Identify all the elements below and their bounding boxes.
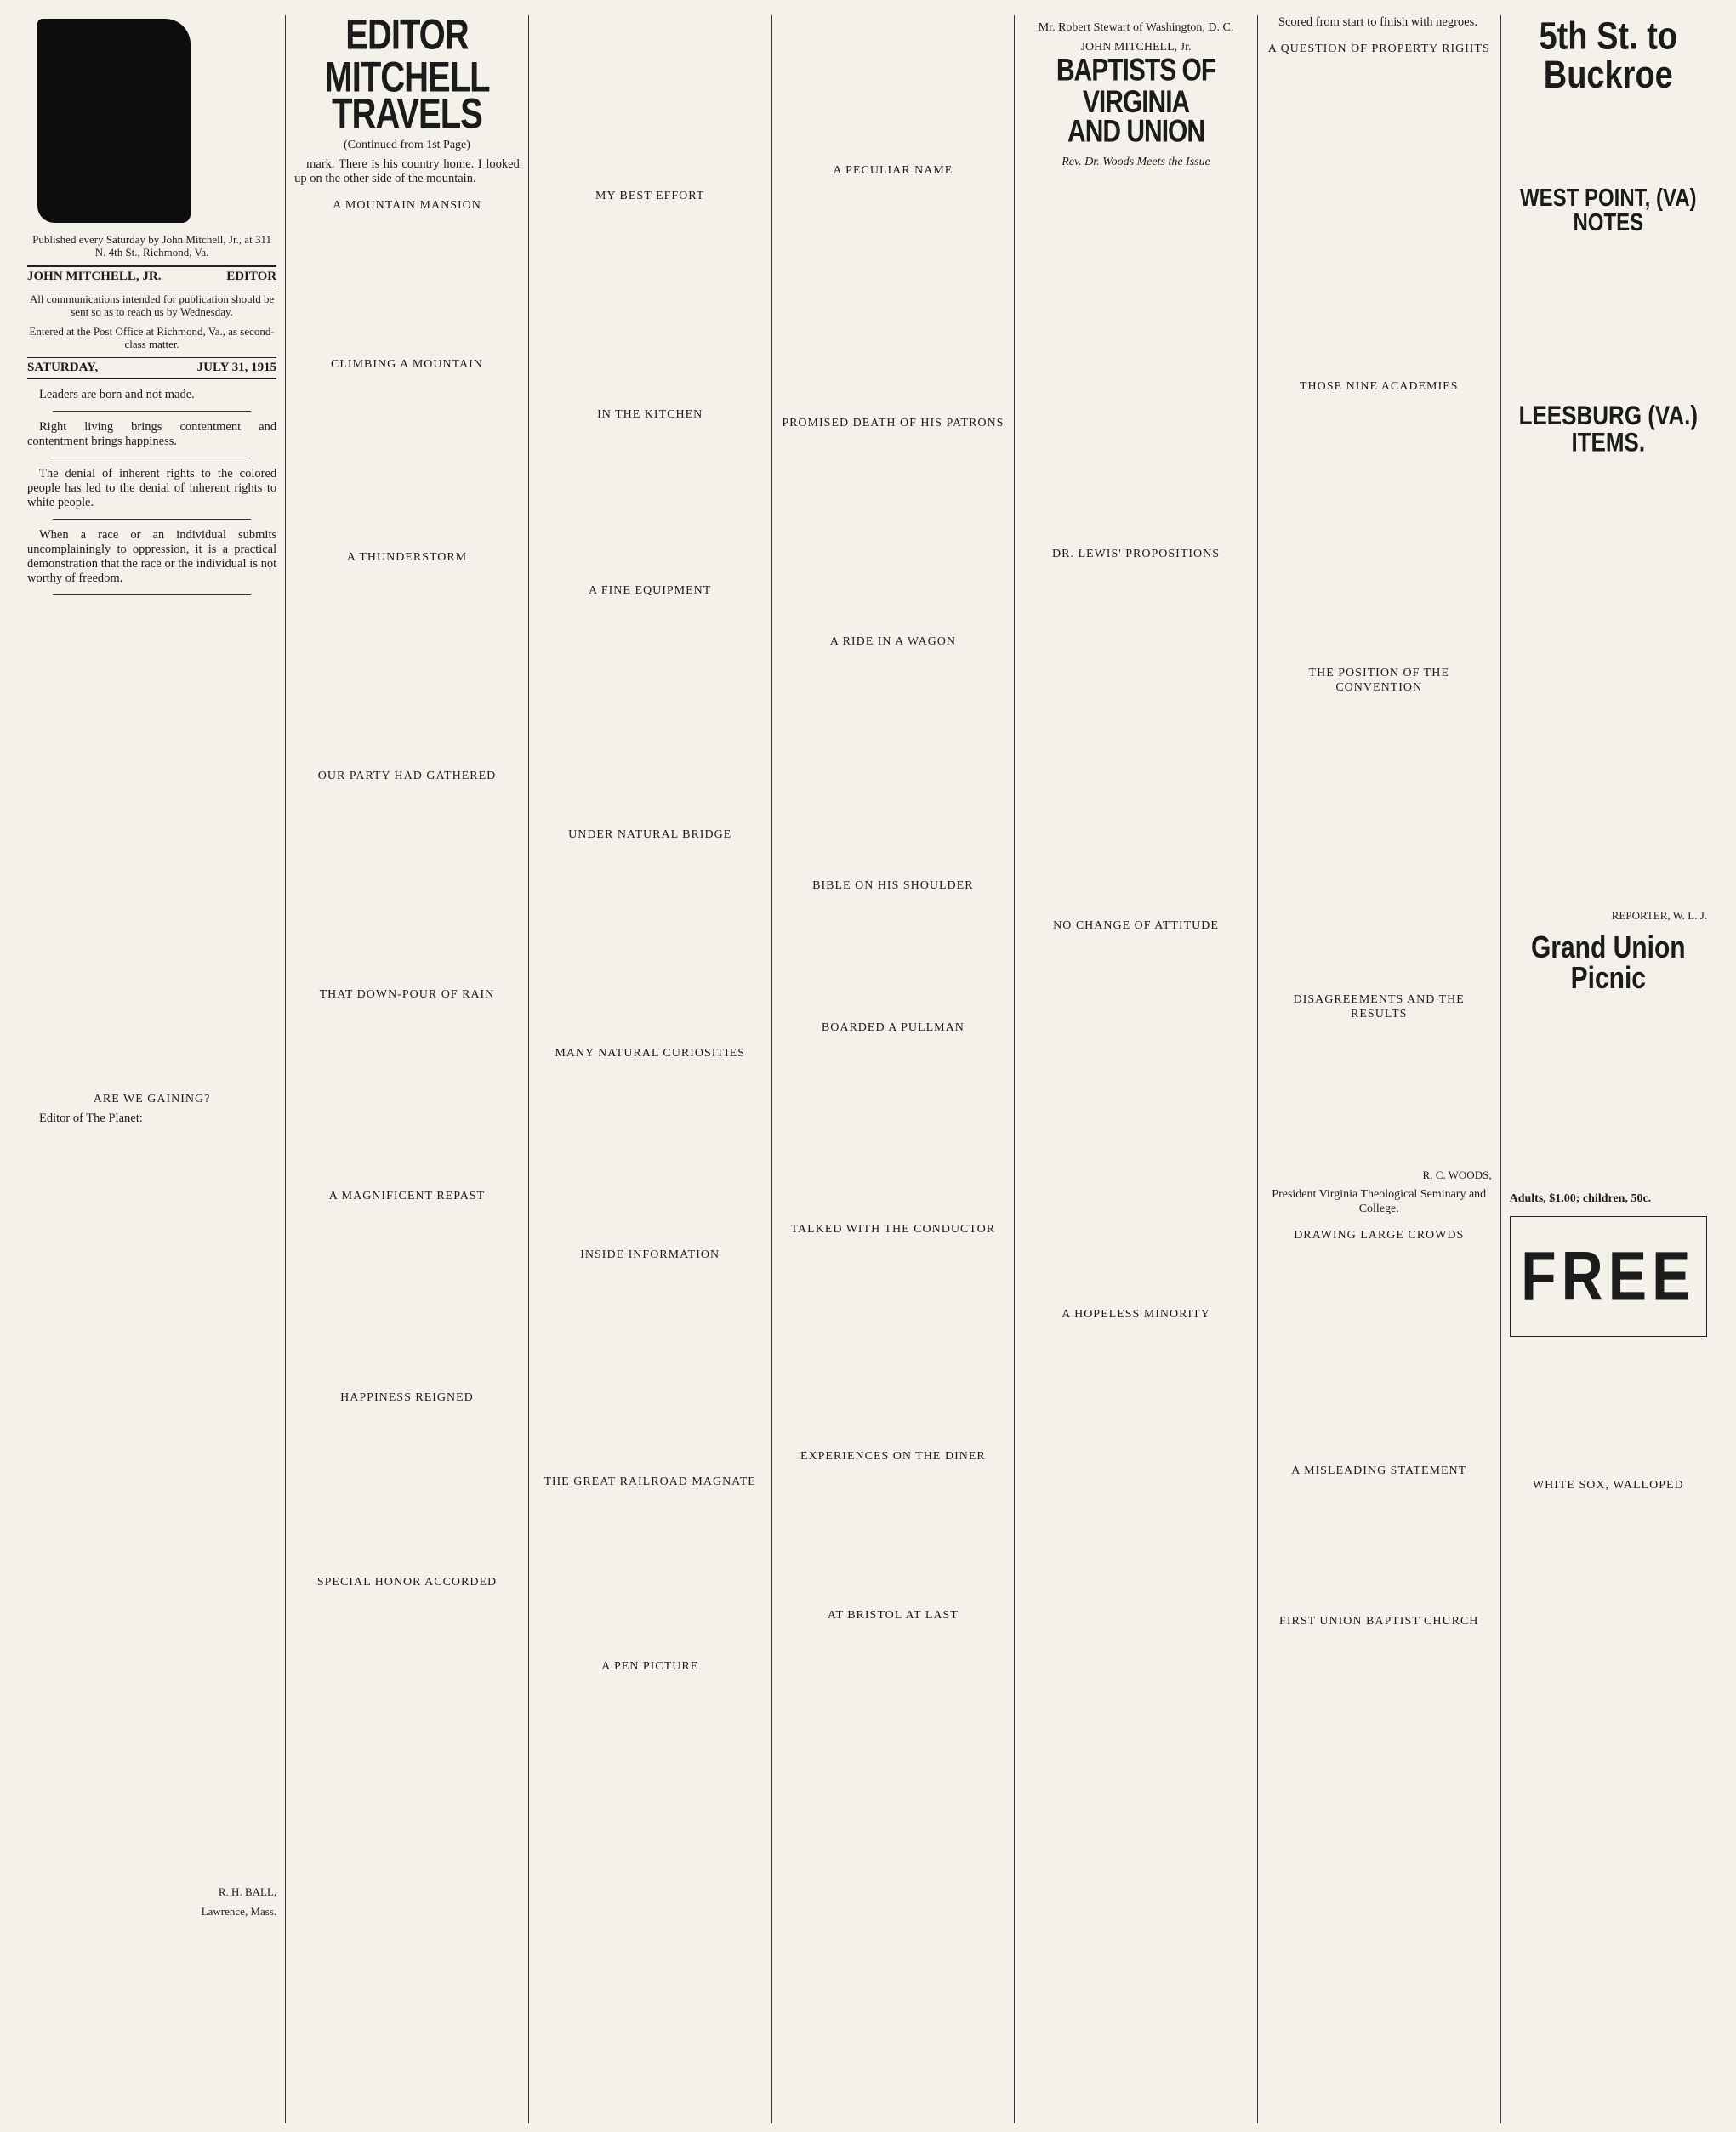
westpoint-title: WEST POINT, (VA) NOTES <box>1520 184 1697 236</box>
article-text-block <box>294 788 520 975</box>
editor-label: EDITOR <box>226 270 277 283</box>
westpoint-text-block <box>1510 242 1707 395</box>
section-heading: SPECIAL HONOR ACCORDED <box>316 1576 498 1589</box>
article-text-block <box>294 1410 520 1563</box>
column-sidebar <box>1501 15 1716 2123</box>
free-ad-box <box>1510 1216 1707 1337</box>
section-heading: A RIDE IN A WAGON <box>829 635 956 648</box>
baptists-title-line1: BAPTISTS OF VIRGINIA <box>1056 53 1216 120</box>
article-text-block <box>781 435 1006 623</box>
ink-blot <box>37 19 191 223</box>
section-heading: A MAGNIFICENT REPAST <box>328 1190 486 1202</box>
mitchell-continued: (Continued from 1st Page) <box>344 139 470 151</box>
leesburg-text-block <box>1510 461 1707 903</box>
section-heading: A QUESTION OF PROPERTY RIGHTS <box>1267 43 1490 55</box>
editorial-paragraph: Right living brings contentment and contentment brings happiness. <box>27 420 277 448</box>
publisher-line: Published every Saturday by John Mitchell, Jr., at 311 N. 4th St., Richmond, Va. <box>32 233 271 259</box>
whitesox-title: WHITE SOX, WALLOPED <box>1532 1479 1684 1492</box>
free-ad-text-block <box>1510 1347 1707 1466</box>
section-heading: BIBLE ON HIS SHOULDER <box>812 879 974 892</box>
article-text-block <box>538 1267 763 1463</box>
article-text-block <box>1266 1026 1492 1163</box>
dateline-date: JULY 31, 1915 <box>196 361 277 374</box>
picnic-fares: Adults, $1.00; children, 50c. <box>1509 1192 1652 1205</box>
editorial-paragraph: When a race or an individual submits uncomplainingly to oppression, it is a practical demonstration that the race or the individual is not worthy of freedom. <box>27 528 277 585</box>
buckroe-text-block <box>1510 102 1707 179</box>
entry-notice: Entered at the Post Office at Richmond, Va., as second-class matter. <box>29 325 275 350</box>
section-heading: IN THE KITCHEN <box>597 408 703 421</box>
baptists-signature-title: President Virginia Theological Seminary and College. <box>1272 1188 1487 1215</box>
column-mitchell-3 <box>772 15 1016 2123</box>
gaining-title: ARE WE GAINING? <box>93 1093 211 1106</box>
section-heading: PROMISED DEATH OF HIS PATRONS <box>782 417 1005 429</box>
section-heading: TALKED WITH THE CONDUCTOR <box>790 1223 996 1236</box>
section-heading: MY BEST EFFORT <box>595 190 705 202</box>
article-text-block <box>1023 1327 1249 1548</box>
buckroe-title: 5th St. to Buckroe <box>1539 15 1678 97</box>
section-heading: EXPERIENCES ON THE DINER <box>800 1450 986 1463</box>
article-text-block <box>1266 399 1492 654</box>
article-text-block <box>781 654 1006 867</box>
column-baptists-1 <box>1015 15 1258 2123</box>
article-text-block <box>1023 938 1249 1295</box>
section-heading: A PECULIAR NAME <box>833 164 953 177</box>
mitchell-first-line: mark. There is his country home. I looked up on the other side of the mountain. <box>294 157 520 185</box>
gaining-signature: R. H. BALL, <box>218 1885 277 1898</box>
article-text-block <box>1266 61 1492 367</box>
section-heading: HAPPINESS REIGNED <box>340 1391 474 1404</box>
article-text-block <box>538 427 763 571</box>
article-text-block <box>1023 178 1249 535</box>
section-heading: DR. LEWIS' PROPOSITIONS <box>1052 548 1221 560</box>
free-label: FREE <box>1521 1237 1696 1315</box>
article-text-block <box>1023 566 1249 907</box>
article-text-block <box>781 183 1006 404</box>
picnic-title: Grand Union Picnic <box>1530 930 1686 996</box>
picnic-text-block <box>1510 1001 1707 1180</box>
baptists-byline: Mr. Robert Stewart of Washington, D. C. <box>1038 21 1234 34</box>
divider <box>53 411 251 412</box>
section-heading: BOARDED A PULLMAN <box>821 1021 965 1034</box>
section-heading: DISAGREEMENTS AND THE RESULTS <box>1293 993 1465 1021</box>
section-heading: A FINE EQUIPMENT <box>589 584 712 597</box>
section-heading: THE GREAT RAILROAD MAGNATE <box>544 1475 756 1488</box>
section-heading: AT BRISTOL AT LAST <box>827 1609 959 1622</box>
editorial-text-block <box>27 604 276 1080</box>
dateline-day: SATURDAY, <box>27 361 99 374</box>
section-heading: OUR PARTY HAD GATHERED <box>317 770 497 782</box>
article-text-block <box>781 1040 1006 1210</box>
section-heading: NO CHANGE OF ATTITUDE <box>1053 919 1219 932</box>
editor-row <box>27 265 276 287</box>
article-text-block <box>1266 700 1492 981</box>
section-heading: A HOPELESS MINORITY <box>1062 1308 1210 1321</box>
section-heading: UNDER NATURAL BRIDGE <box>568 828 732 841</box>
article-text-block <box>538 208 763 395</box>
article-text-block <box>294 218 520 345</box>
section-heading: THAT DOWN-POUR OF RAIN <box>319 988 495 1001</box>
article-text-block <box>294 570 520 757</box>
article-text-block <box>538 1494 763 1647</box>
editorial-paragraph: Leaders are born and not made. <box>39 388 195 401</box>
mitchell-title-line1: EDITOR MITCHELL <box>324 15 490 101</box>
article-text-block <box>538 603 763 816</box>
mitchell-title-line2: TRAVELS <box>332 90 482 138</box>
editorial-paragraph: The denial of inherent rights to the colored people has led to the denial of inherent rights to white people. <box>27 467 277 509</box>
gaining-text-block <box>27 1131 276 1879</box>
article-text-block <box>1266 1483 1492 1602</box>
section-heading: THOSE NINE ACADEMIES <box>1300 380 1459 393</box>
article-text-block <box>538 1066 763 1236</box>
gaining-salutation: Editor of The Planet: <box>39 1111 143 1125</box>
column-masthead <box>19 15 286 2123</box>
section-heading: CLIMBING A MOUNTAIN <box>331 358 483 371</box>
divider <box>53 519 251 520</box>
article-text-block <box>294 1007 520 1177</box>
article-text-block <box>538 847 763 1034</box>
section-heading: DRAWING LARGE CROWDS <box>1294 1229 1465 1242</box>
section-heading: THE POSITION OF THE CONVENTION <box>1308 667 1449 694</box>
column-baptists-2 <box>1258 15 1501 2123</box>
baptists-signature: R. C. WOODS, <box>1422 1168 1492 1181</box>
leesburg-title: LEESBURG (VA.) ITEMS. <box>1518 400 1698 458</box>
baptists-title-line2: AND UNION <box>1067 113 1205 149</box>
section-heading: A MOUNTAIN MANSION <box>333 199 481 212</box>
article-text-block <box>781 1242 1006 1437</box>
article-text-block <box>781 1469 1006 1596</box>
baptists-byline-author: JOHN MITCHELL, Jr. <box>1080 41 1192 54</box>
article-text-block <box>1266 1248 1492 1452</box>
column-mitchell-1 <box>286 15 529 2123</box>
divider <box>53 594 251 595</box>
baptists-top-line: Scored from start to finish with negroes. <box>1278 15 1477 29</box>
baptists-subtitle: Rev. Dr. Woods Meets the Issue <box>1062 156 1210 168</box>
gaining-place: Lawrence, Mass. <box>201 1905 277 1918</box>
section-heading: A THUNDERSTORM <box>346 551 468 564</box>
reporter-signature: REPORTER, W. L. J. <box>1611 909 1707 922</box>
communications-notice: All communications intended for publication should be sent so as to reach us by Wednesday. <box>29 293 275 318</box>
section-heading: FIRST UNION BAPTIST CHURCH <box>1279 1615 1479 1628</box>
section-heading: INSIDE INFORMATION <box>580 1248 720 1261</box>
article-text-block <box>294 377 520 538</box>
section-heading: A PEN PICTURE <box>601 1660 699 1673</box>
article-text-block <box>538 15 763 177</box>
article-text-block <box>781 15 1006 151</box>
dateline <box>27 357 276 379</box>
column-mitchell-2 <box>529 15 772 2123</box>
editor-name: JOHN MITCHELL, JR. <box>27 270 162 283</box>
section-heading: MANY NATURAL CURIOSITIES <box>555 1047 745 1060</box>
article-text-block <box>294 1208 520 1379</box>
section-heading: A MISLEADING STATEMENT <box>1291 1464 1467 1477</box>
article-text-block <box>781 898 1006 1009</box>
